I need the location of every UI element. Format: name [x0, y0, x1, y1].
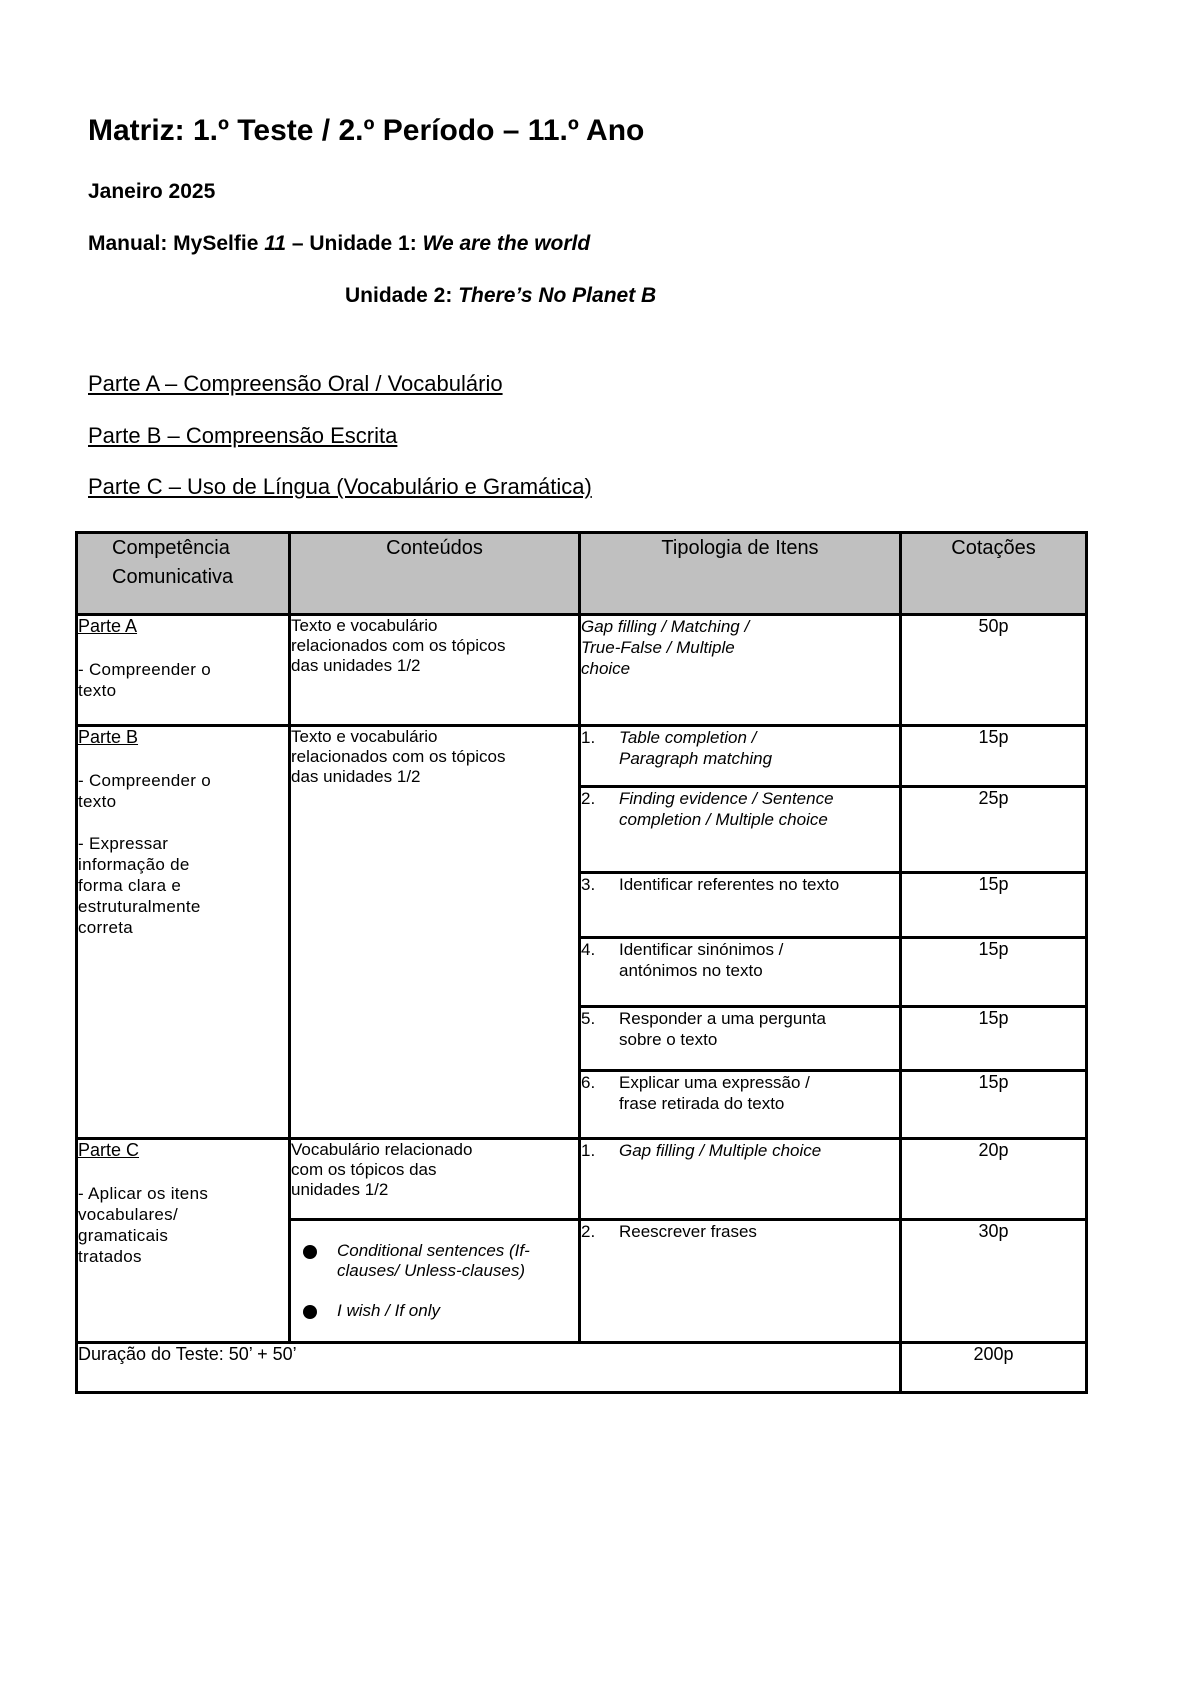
part-b-competence — [77, 726, 290, 1139]
part-c-label: Parte C — [78, 1140, 140, 1160]
header-cotacoes: Cotações — [901, 533, 1087, 615]
item-number: 1. — [581, 1141, 596, 1160]
part-a-desc: - Compreender o texto — [78, 660, 212, 700]
header-competencia: Competência Comunicativa — [77, 533, 290, 615]
item-text: Explicar uma expressão / frase retirada do texto — [619, 1073, 810, 1113]
unit2-prefix: Unidade 2: — [345, 284, 459, 307]
part-b-item-2-points: 25p — [901, 787, 1087, 873]
part-a-content-text: Texto e vocabulário relacionados com os tópicos das unidades 1/2 — [291, 616, 506, 675]
page-title: Matriz: 1.º Teste / 2.º Período – 11.º Ano — [88, 114, 645, 147]
part-c-competence — [77, 1139, 290, 1343]
item-number: 5. — [581, 1009, 596, 1028]
manual-number: 11 — [264, 232, 287, 255]
header-tipologia: Tipologia de Itens — [580, 533, 901, 615]
part-c-item-2-points: 30p — [901, 1220, 1087, 1343]
part-c-heading: Parte C – Uso de Língua (Vocabulário e Gramática) — [88, 474, 592, 499]
part-b-item-5-points: 15p — [901, 1007, 1087, 1071]
part-b-item-5 — [580, 1007, 901, 1071]
bullet-text: I wish / If only — [337, 1301, 440, 1320]
date-line: Janeiro 2025 — [88, 180, 216, 203]
item-number: 1. — [581, 728, 596, 747]
table-row-part-b-1 — [77, 726, 1087, 787]
part-b-item-3 — [580, 873, 901, 938]
unit1-title: We are the world — [422, 232, 591, 255]
part-b-heading: Parte B – Compreensão Escrita — [88, 423, 398, 448]
part-a-content — [290, 615, 580, 726]
item-number: 4. — [581, 940, 596, 959]
part-b-content-text: Texto e vocabulário relacionados com os tópicos das unidades 1/2 — [291, 727, 506, 786]
item-text: Finding evidence / Sentence completion / Multiple choice — [619, 789, 834, 829]
bullet-item — [291, 1241, 578, 1281]
assessment-matrix-table — [75, 531, 1088, 1394]
item-text: Responder a uma pergunta sobre o texto — [619, 1009, 826, 1049]
part-c-item-1 — [580, 1139, 901, 1220]
part-b-item-2 — [580, 787, 901, 873]
table-row-part-a — [77, 615, 1087, 726]
part-b-item-4-points: 15p — [901, 938, 1087, 1007]
part-b-content — [290, 726, 580, 1139]
part-c-content-2 — [290, 1220, 580, 1343]
part-b-item-4 — [580, 938, 901, 1007]
total-points: 200p — [901, 1343, 1087, 1393]
part-a-points: 50p — [901, 615, 1087, 726]
part-a-type — [580, 615, 901, 726]
part-a-competence — [77, 615, 290, 726]
part-b-item-3-points: 15p — [901, 873, 1087, 938]
part-a-label: Parte A — [78, 616, 138, 636]
item-text: Identificar referentes no texto — [619, 875, 840, 894]
part-b-item-6-points: 15p — [901, 1071, 1087, 1139]
item-text: Identificar sinónimos / antónimos no texto — [619, 940, 784, 980]
part-c-content-text: Vocabulário relacionado com os tópicos das unidades 1/2 — [291, 1140, 473, 1199]
table-footer-row — [77, 1343, 1087, 1393]
part-c-item-1-points: 20p — [901, 1139, 1087, 1220]
test-duration: Duração do Teste: 50’ + 50’ — [77, 1343, 901, 1393]
header-conteudos: Conteúdos — [290, 533, 580, 615]
unit2-title: There’s No Planet B — [458, 284, 657, 307]
part-b-item-6 — [580, 1071, 901, 1139]
part-a-type-text: Gap filling / Matching / True-False / Multiple choice — [581, 617, 750, 678]
item-number: 2. — [581, 789, 596, 808]
unit1-prefix: – Unidade 1: — [286, 232, 423, 255]
item-text: Table completion / Paragraph matching — [619, 728, 773, 768]
item-number: 3. — [581, 875, 596, 894]
part-a-heading: Parte A – Compreensão Oral / Vocabulário — [88, 371, 503, 396]
bullet-icon — [303, 1305, 317, 1319]
part-b-item-1-points: 15p — [901, 726, 1087, 787]
manual-line — [88, 232, 590, 256]
bullet-item — [291, 1301, 578, 1321]
part-c-item-2 — [580, 1220, 901, 1343]
table-row-part-c-1 — [77, 1139, 1087, 1220]
part-c-desc: - Aplicar os itens vocabulares/ gramaticais tratados — [78, 1184, 209, 1266]
item-text: Reescrever frases — [619, 1222, 757, 1241]
item-number: 6. — [581, 1073, 596, 1092]
manual-prefix: Manual: MySelfie — [88, 232, 265, 255]
bullet-icon — [303, 1245, 317, 1259]
part-b-desc-2: - Expressar informação de forma clara e estruturalmente correta — [78, 834, 201, 937]
item-number: 2. — [581, 1222, 596, 1241]
manual-unit2-line — [345, 284, 656, 308]
part-b-label: Parte B — [78, 727, 139, 747]
table-header-row — [77, 533, 1087, 615]
part-b-item-1 — [580, 726, 901, 787]
bullet-text: Conditional sentences (If-clauses/ Unless-clauses) — [337, 1241, 530, 1280]
part-c-content-1 — [290, 1139, 580, 1220]
item-text: Gap filling / Multiple choice — [619, 1141, 822, 1160]
part-b-desc-1: - Compreender o texto — [78, 771, 212, 811]
